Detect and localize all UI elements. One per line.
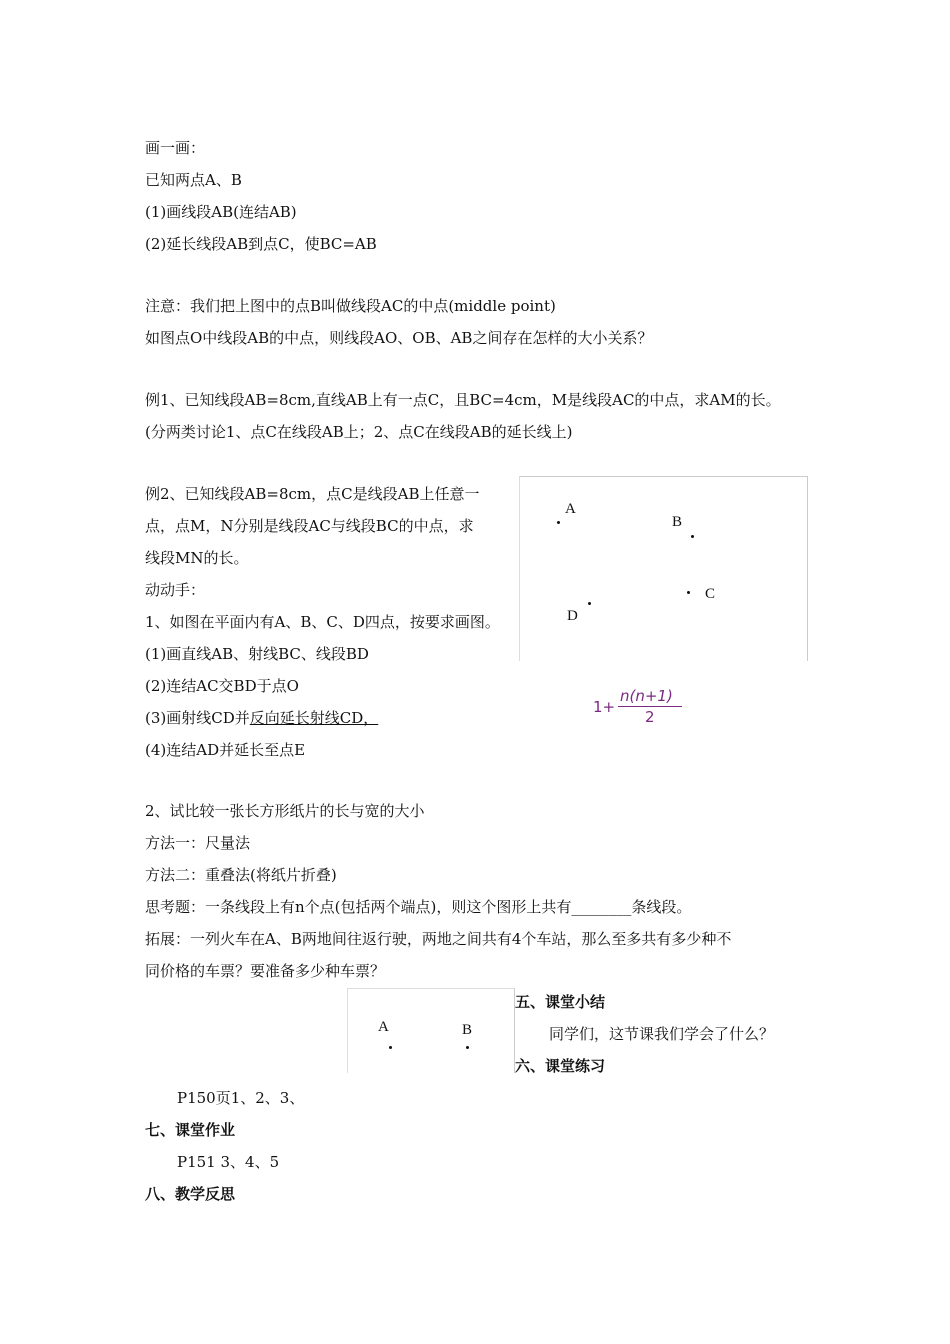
text-line: 1、如图在平面内有A、B、C、D四点，按要求画图。 bbox=[145, 613, 500, 631]
text-segment: (3)画射线CD并 bbox=[145, 709, 250, 727]
point-label: C bbox=[705, 586, 716, 602]
fraction-bar bbox=[618, 706, 682, 707]
underlined-text: 反向延长射线CD， bbox=[249, 709, 379, 727]
text-line: 注意：我们把上图中的点B叫做线段AC的中点(middle point) bbox=[145, 297, 556, 315]
point-label: A bbox=[565, 501, 576, 517]
formula-denominator: 2 bbox=[645, 708, 655, 726]
text-line: 方法二：重叠法(将纸片折叠) bbox=[145, 866, 337, 884]
text-line: (1)画直线AB、射线BC、线段BD bbox=[145, 645, 369, 663]
text-line: 如图点O中线段AB的中点，则线段AO、OB、AB之间存在怎样的大小关系？ bbox=[145, 329, 653, 347]
section-heading: 六、课堂练习 bbox=[515, 1057, 606, 1075]
section-heading: 七、课堂作业 bbox=[145, 1121, 236, 1139]
text-line: 2、试比较一张长方形纸片的长与宽的大小 bbox=[145, 802, 425, 820]
section-heading: 五、课堂小结 bbox=[515, 993, 606, 1011]
text-line: 方法一：尺量法 bbox=[145, 834, 251, 852]
point-label: D bbox=[567, 608, 578, 624]
formula-numerator: n(n+1) bbox=[620, 687, 673, 705]
point-b-dot bbox=[466, 1046, 469, 1049]
text-line: (4)连结AD并延长至点E bbox=[145, 741, 306, 759]
point-label: B bbox=[462, 1022, 473, 1038]
text-line: 线段MN的长。 bbox=[145, 549, 249, 567]
formula-one: 1+ bbox=[593, 698, 616, 716]
text-line: (2)延长线段AB到点C，使BC=AB bbox=[145, 235, 377, 253]
point-c-dot bbox=[687, 591, 690, 594]
text-line bbox=[145, 707, 378, 729]
point-b-dot bbox=[691, 535, 694, 538]
ab-figure bbox=[347, 988, 515, 1073]
text-line: 例2、已知线段AB=8cm，点C是线段AB上任意一 bbox=[145, 485, 480, 503]
text-line: 例1、已知线段AB=8cm,直线AB上有一点C，且BC=4cm，M是线段AC的中点，求AM的长。 bbox=[145, 391, 781, 409]
section-heading: 八、教学反思 bbox=[145, 1185, 236, 1203]
text-line: P151 3、4、5 bbox=[177, 1153, 280, 1171]
points-figure bbox=[519, 476, 808, 661]
text-line: 已知两点A、B bbox=[145, 171, 242, 189]
point-a-dot bbox=[389, 1046, 392, 1049]
point-label: A bbox=[378, 1019, 389, 1035]
text-line: (1)画线段AB(连结AB) bbox=[145, 203, 297, 221]
text-line: (分两类讨论1、点C在线段AB上；2、点C在线段AB的延长线上) bbox=[145, 423, 573, 441]
point-a-dot bbox=[557, 521, 560, 524]
point-label: B bbox=[672, 514, 683, 530]
point-d-dot bbox=[588, 602, 591, 605]
text-line: 点，点M，N分别是线段AC与线段BC的中点，求 bbox=[145, 517, 474, 535]
text-line: P150页1、2、3、 bbox=[177, 1089, 305, 1107]
text-line: 思考题：一条线段上有n个点(包括两个端点)，则这个图形上共有________条线段。 bbox=[145, 898, 692, 916]
text-line: 拓展：一列火车在A、B两地间往返行驶，两地之间共有4个车站，那么至多共有多少种不 bbox=[145, 930, 732, 948]
text-line: 画一画： bbox=[145, 139, 206, 157]
text-line: 动动手： bbox=[145, 581, 206, 599]
text-line: (2)连结AC交BD于点O bbox=[145, 677, 299, 695]
text-line: 同学们，这节课我们学会了什么？ bbox=[549, 1025, 775, 1043]
text-line: 同价格的车票？要准备多少种车票？ bbox=[145, 962, 386, 980]
